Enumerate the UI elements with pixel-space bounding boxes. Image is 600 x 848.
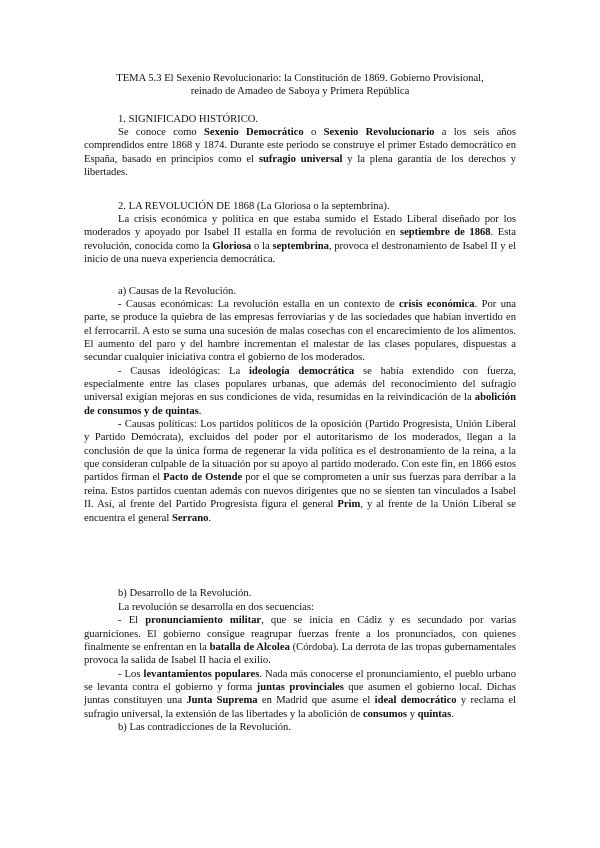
section-1-body (84, 126, 516, 179)
desarrollo-body (84, 601, 516, 734)
causas-body (84, 298, 516, 525)
title-line-1: TEMA 5.3 El Sexenio Revolucionario: la Constitución de 1869. Gobierno Provisional, (116, 73, 484, 84)
title-line-2: reinado de Amadeo de Saboya y Primera República (190, 86, 410, 98)
desarrollo-heading: b) Desarrollo de la Revolución. (118, 588, 252, 599)
section-2-paragraph: La crisis económica y política en que estaba sumido el Estado Liberal diseñado por los moderados y apoyado por Isabel II estalla en forma de revolución en septiembre de 1868. Esta revolución, conocida como la Gloriosa o la septembrina, provoca el destronamiento de Isabel II y el inicio de una nueva experiencia democrática. (84, 214, 517, 266)
document-title (84, 72, 516, 99)
causas-ideologicas: - Causas ideológicas: La ideología democrática se había extendido con fuerza, especialmente entre las clases populares urbanas, que además del reconocimiento del sufragio universal exigían mejoras en sus condiciones de vida, resumidas en la reivindicación de la abolición de consumos y de quintas. (84, 365, 516, 417)
section-1-heading: 1. SIGNIFICADO HISTÓRICO. (118, 114, 259, 125)
section-2-body (84, 213, 516, 266)
contradicciones-heading: b) Las contradicciones de la Revolución. (118, 722, 291, 734)
section-1-paragraph: Se conoce como Sexenio Democrático o Sexenio Revolucionario a los seis años comprendidos entre 1868 y 1874. Durante este periodo se construye el primer Estado democrático en España, basado en principios como el sufragio universal y la plena garantía de los derechos y libertades. (84, 127, 517, 179)
desarrollo-levantamientos: - Los levantamientos populares. Nada más conocerse el pronunciamiento, el pueblo urbano se levanta contra el gobierno y forma juntas provinciales que asumen el gobierno local. Dichas juntas constituyen una Junta Suprema en Madrid que asume el ideal democrático y reclama el sufragio universal, la extensión de las libertades y la abolición de consumos y quintas. (84, 668, 517, 720)
desarrollo-intro: La revolución se desarrolla en dos secuencias: (118, 602, 314, 613)
section-2-heading: 2. LA REVOLUCIÓN DE 1868 (La Gloriosa o la septembrina). (118, 201, 390, 212)
causas-politicas: - Causas políticas: Los partidos políticos de la oposición (Partido Progresista, Unión Liberal y Partido Demócrata), excluidos del poder por el autoritarismo de los moderados, llegan a la conclusión de que la única forma de regenerar la vida política es el destronamiento de la reina, a la que consideran culpable de la situación por su apoyo al partido moderado. Con este fin, en 1866 estos partidos firman el Pacto de Ostende por el que se comprometen a unir sus fuerzas para derribar a la reina. Estos partidos cuentan además con nuevos dirigentes que no se sienten tan vinculados a Isabel II. Así, al frente del Partido Progresista figura el general Prim, y al frente de la Unión Liberal se encuentra el general Serrano. (84, 419, 517, 524)
desarrollo-pronunciamiento: - El pronunciamiento militar, que se inicia en Cádiz y es secundado por varias guarniciones. El gobierno consigue reagrupar fuerzas frente a los pronunciados, con quienes finalmente se enfrentan en la batalla de Alcolea (Córdoba). La derrota de las tropas gubernamentales provoca la salida de Isabel II hacia el exilio. (84, 615, 517, 667)
causas-heading: a) Causas de la Revolución. (118, 286, 236, 297)
causas-economicas: - Causas económicas: La revolución estalla en un contexto de crisis económica. Por una parte, se produce la quiebra de las empresas ferroviarias y de las sociedades que habían invertido en el ferrocarril. A esto se suma una sucesión de malas cosechas con el encarecimiento de los alimentos. El aumento del paro y del hambre incrementan el malestar de las clases populares, dispuestas a secundar cualquier iniciativa contra el gobierno de los moderados. (84, 299, 516, 364)
